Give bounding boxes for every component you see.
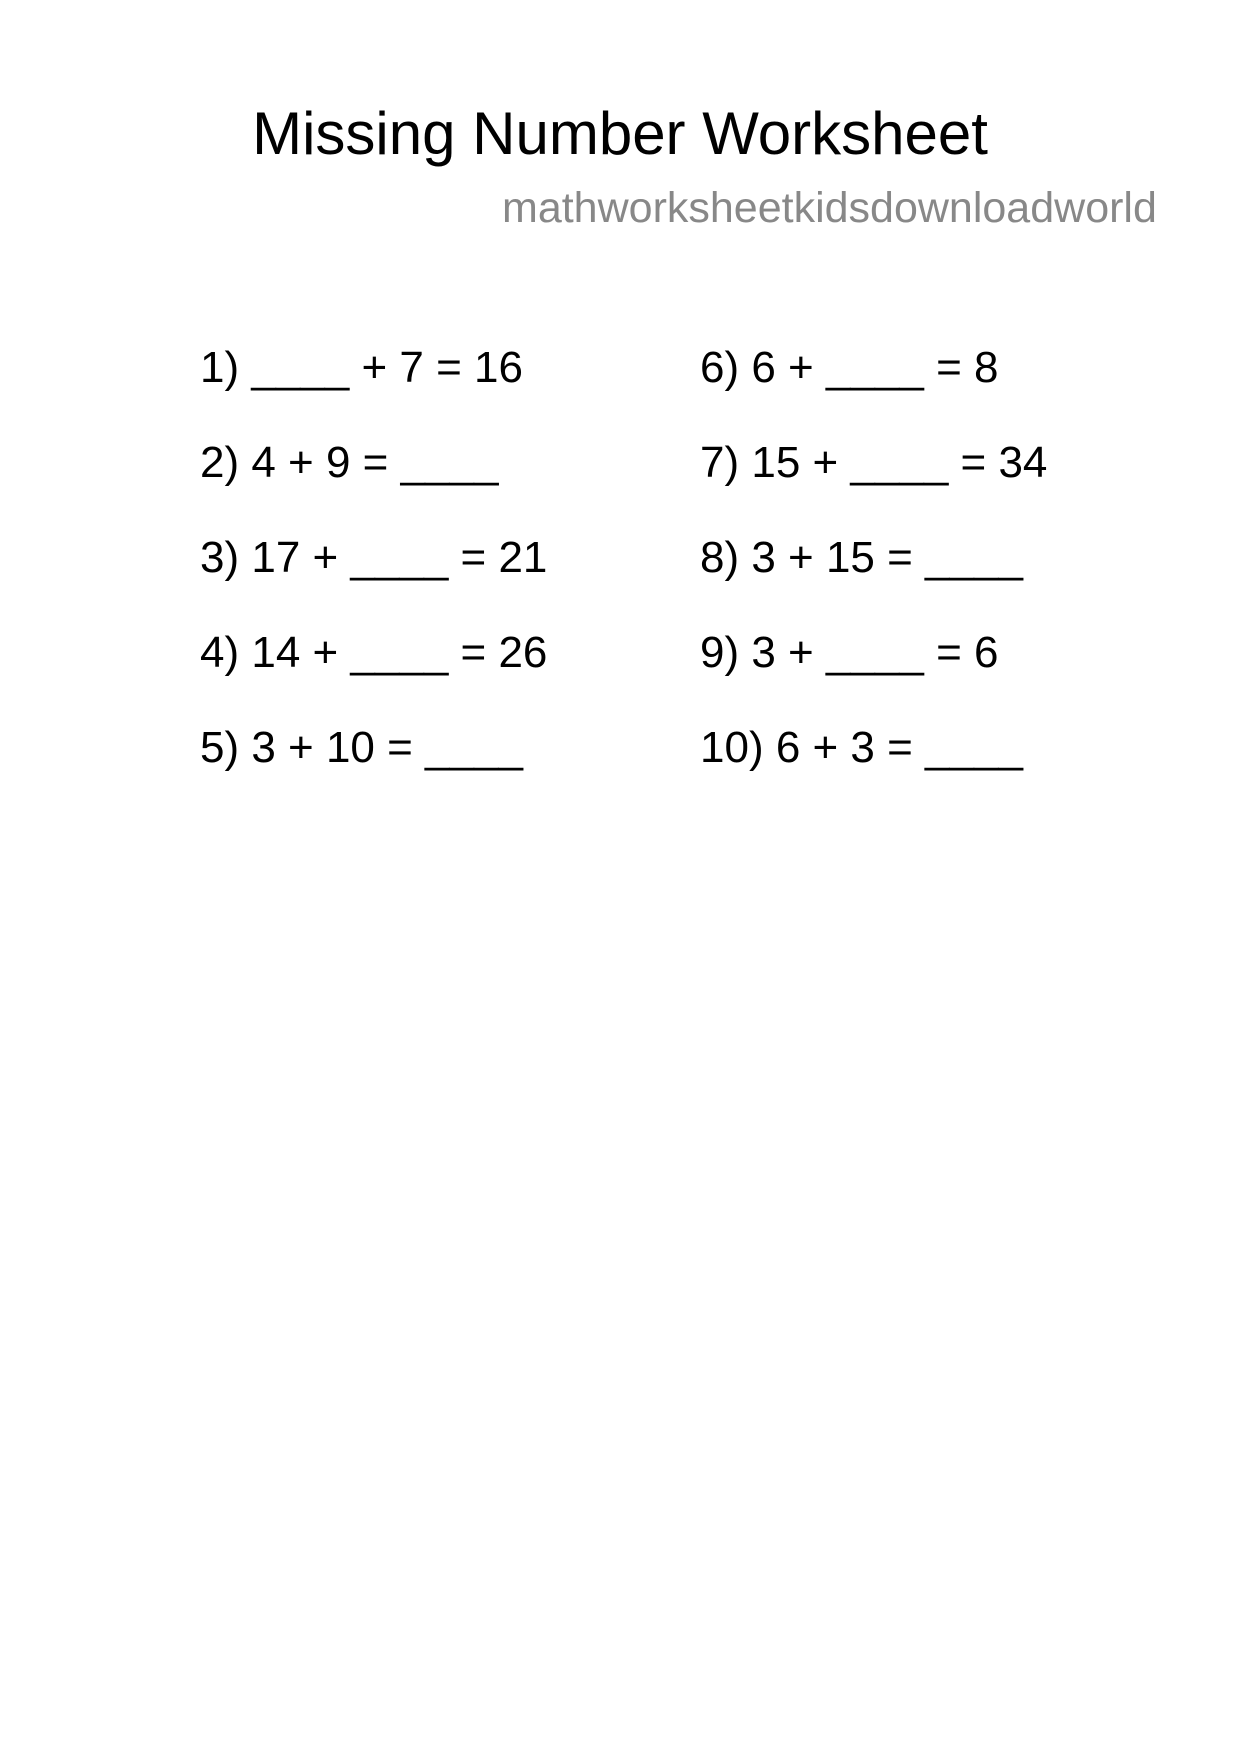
problem-8: 8) 3 + 15 = ____ <box>700 533 1023 582</box>
problem-10: 10) 6 + 3 = ____ <box>700 723 1023 772</box>
problem-2: 2) 4 + 9 = ____ <box>200 438 499 487</box>
worksheet-title: Missing Number Worksheet <box>252 100 988 167</box>
problem-6: 6) 6 + ____ = 8 <box>700 343 999 392</box>
problem-4: 4) 14 + ____ = 26 <box>200 628 548 677</box>
problem-1: 1) ____ + 7 = 16 <box>200 343 523 392</box>
problem-5: 5) 3 + 10 = ____ <box>200 723 523 772</box>
site-watermark: mathworksheetkidsdownloadworld <box>502 184 1157 232</box>
problem-3: 3) 17 + ____ = 21 <box>200 533 548 582</box>
problem-7: 7) 15 + ____ = 34 <box>700 438 1048 487</box>
problem-9: 9) 3 + ____ = 6 <box>700 628 999 677</box>
problem-list <box>200 340 1160 800</box>
